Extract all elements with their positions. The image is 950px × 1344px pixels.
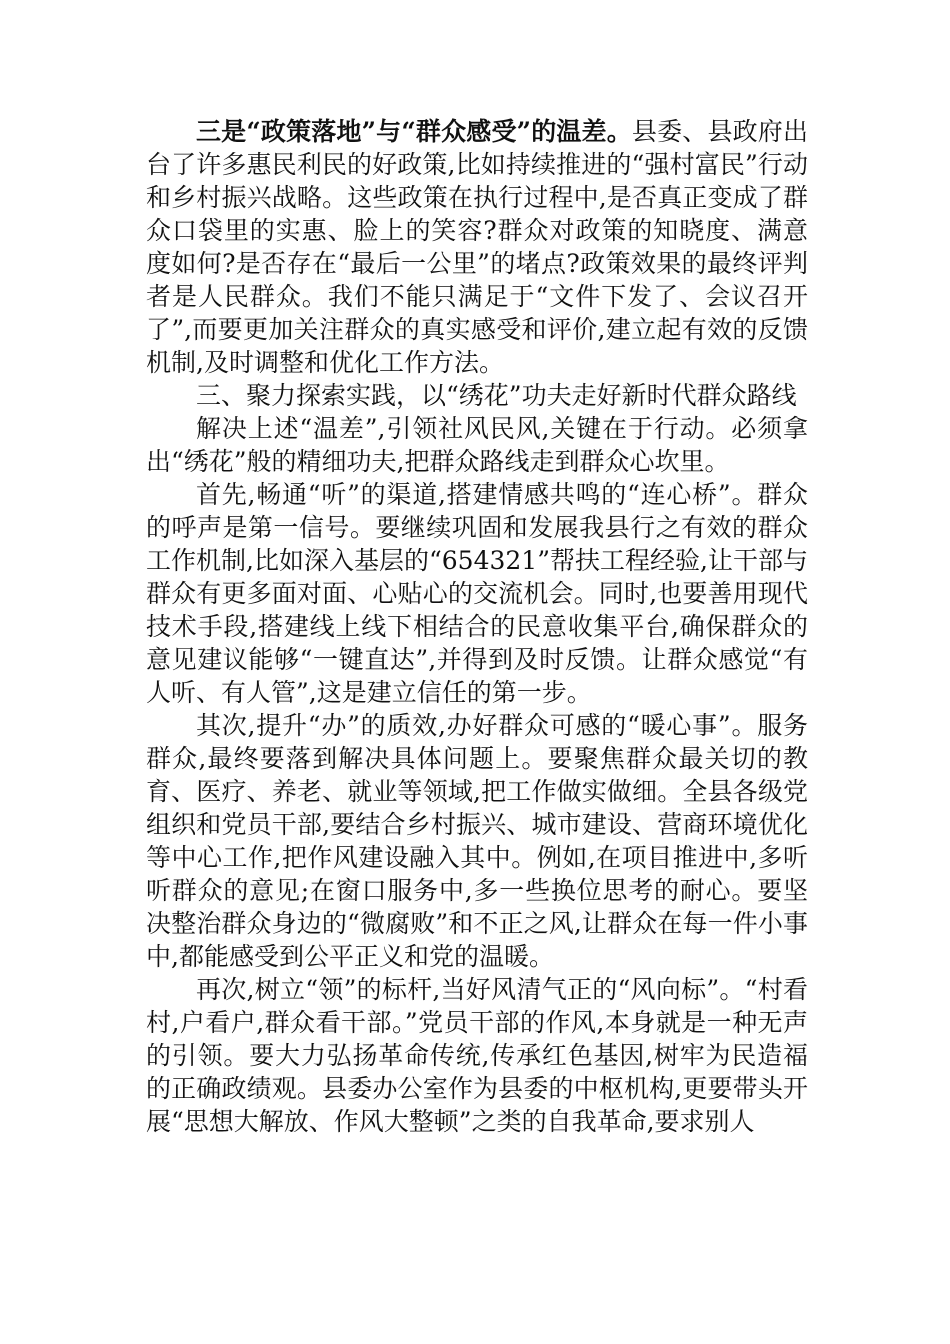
paragraph-listen-channel: 首先,畅通“听”的渠道,搭建情感共鸣的“连心桥”。群众的呼声是第一信号。要继续巩固和发展我县行之有效的群众工作机制,比如深入基层的“654321”帮扶工程经验,让干部与群众有更多面对面、心贴心的交流机会。同时,也要善用现代技术手段,搭建线上线下相结合的民意收集平台,确保群众的意见建议能够“一键直达”,并得到及时反馈。让群众感觉“有人听、有人管”,这是建立信任的第一步。 xyxy=(146,480,808,707)
paragraph-body: 县委、县政府出台了许多惠民利民的好政策,比如持续推进的“强村富民”行动和乡村振兴战略。这些政策在执行过程中,是否真正变成了群众口袋里的实惠、脸上的笑容?群众对政策的知晓度、满意度如何?是否存在“最后一公里”的堵点?政策效果的最终评判者是人民群众。我们不能只满足于“文件下发了、会议召开了”,而要更加关注群众的真实感受和评价,建立起有效的反馈机制,及时调整和优化工作方法。 xyxy=(146,117,808,377)
paragraph-policy-gap xyxy=(146,115,808,379)
paragraph-leading-example: 再次,树立“领”的标杆,当好风清气正的“风向标”。“村看村,户看户,群众看干部。”党员干部的作风,本身就是一种无声的引领。要大力弘扬革命传统,传承红色基因,树牢为民造福的正确政绩观。县委办公室作为县委的中枢机构,更要带头开展“思想大解放、作风大整顿”之类的自我革命,要求别人 xyxy=(146,975,808,1136)
paragraph-lead-heading: 三是“政策落地”与“群众感受”的温差。 xyxy=(196,117,632,146)
document-page xyxy=(146,115,808,1138)
section-heading-three: 三、聚力探索实践，以“绣花”功夫走好新时代群众路线 xyxy=(196,381,797,410)
paragraph-action: 解决上述“温差”,引领社风民风,关键在于行动。必须拿出“绣花”般的精细功夫,把群众路线走到群众心坎里。 xyxy=(146,414,808,476)
paragraph-service-quality: 其次,提升“办”的质效,办好群众可感的“暖心事”。服务群众,最终要落到解决具体问题上。要聚焦群众最关切的教育、医疗、养老、就业等领域,把工作做实做细。全县各级党组织和党员干部,要结合乡村振兴、城市建设、营商环境优化等中心工作,把作风建设融入其中。例如,在项目推进中,多听听群众的意见;在窗口服务中,多一些换位思考的耐心。要坚决整治群众身边的“微腐败”和不正之风,让群众在每一件小事中,都能感受到公平正义和党的温暖。 xyxy=(146,711,808,971)
